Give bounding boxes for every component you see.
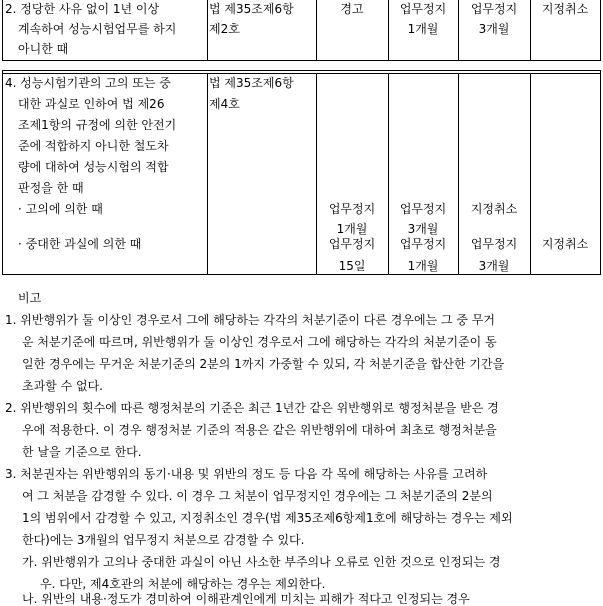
row2-second-penalty: 업무정지: [399, 2, 447, 16]
row4-law-ref: 제4호: [209, 97, 240, 111]
row4-neg-first-period: 15일: [338, 259, 366, 273]
row4-sub-intent: · 고의에 의한 때: [18, 202, 103, 216]
remarks-line: 여 그 처분을 감경할 수 있다. 이 경우 그 처분이 업무정지인 경우에는 그 처분기준의 2분의: [22, 489, 493, 503]
row2-content-line: 아니한 때: [18, 42, 69, 56]
remarks-line: 우. 다만, 제4호관의 처분에 해당하는 경우는 제외한다.: [40, 577, 326, 591]
remarks-line: 2. 위반행위의 횟수에 따른 행정처분의 기준은 최근 1년간 같은 위반행위로 행정처분을 받은 경: [5, 401, 499, 415]
remarks-line: 한다)에는 3개월의 업무정지 처분으로 감경할 수 있다.: [22, 533, 305, 547]
row4-intent-first: 업무정지: [328, 202, 376, 216]
row2-first-penalty: 경고: [340, 2, 364, 16]
row4-content-line: 대한 과실로 인하여 법 제26: [18, 97, 165, 111]
remarks-line: 가. 위반행위가 고의나 중대한 과실이 아닌 사소한 부주의나 오류로 인한 것으로 인정되는 경: [22, 555, 501, 569]
remarks-line: 1. 위반행위가 둘 이상인 경우로서 그에 해당하는 각각의 처분기준이 다른 경우에는 그 중 무거: [5, 313, 495, 327]
remarks-title: 비고: [18, 291, 42, 305]
row4-neg-second: 업무정지: [399, 237, 447, 251]
row4-neg-first: 업무정지: [328, 237, 376, 251]
row2-fourth-penalty: 지정취소: [541, 2, 589, 16]
row4-content-line: 조제1항의 규정에 의한 안전기: [18, 118, 177, 132]
remarks-line: 우에 적용한다. 이 경우 행정처분 기준의 적용은 같은 위반행위에 대하여 최초로 행정처분을: [22, 423, 497, 437]
row2-third-penalty-period: 3개월: [478, 22, 510, 36]
row2-law-ref: 제2호: [209, 22, 240, 36]
row4-content-line: 4. 성능시험기관의 고의 또는 중: [5, 76, 171, 90]
remarks-line: 초과할 수 없다.: [22, 379, 103, 393]
row4-neg-third-period: 3개월: [478, 259, 510, 273]
row2-second-penalty-period: 1개월: [407, 22, 439, 36]
remarks-line: 3. 처분권자는 위반행위의 동기·내용 및 위반의 정도 등 다음 각 목에 해당하는 사유를 고려하: [5, 467, 488, 481]
row2-content-line: 2. 정당한 사유 없이 1년 이상: [5, 2, 160, 16]
remarks-line: 나. 위반의 내용·정도가 경미하여 이해관계인에게 미치는 피해가 적다고 인정되는 경우: [22, 592, 470, 606]
row4-content-line: 준에 적합하지 아니한 철도차: [18, 139, 169, 153]
remarks-line: 1의 범위에서 감경할 수 있고, 지정취소인 경우(법 제35조제6항제1호에 해당하는 경우는 제외: [22, 511, 513, 525]
row4-content-line: 판정을 한 때: [18, 181, 84, 195]
remarks-line: 한 날을 기준으로 한다.: [22, 445, 142, 459]
remarks-line: 운 처분기준에 따르며, 위반행위가 둘 이상인 경우로서 그에 해당하는 각각의 처분기준이 동: [22, 335, 497, 349]
row4-neg-third: 업무정지: [470, 237, 518, 251]
row4-sub-negligence: · 중대한 과실에 의한 때: [18, 237, 142, 251]
row2-content-line: 계속하여 성능시험업무를 하지: [18, 22, 177, 36]
row2-third-penalty: 업무정지: [470, 2, 518, 16]
row4-neg-second-period: 1개월: [407, 259, 439, 273]
row4-content-line: 량에 대하여 성능시험의 적합: [18, 160, 169, 174]
row4-intent-second-period: 3개월: [407, 222, 439, 236]
row4-law-ref: 법 제35조제6항: [209, 76, 294, 90]
row2-law-ref: 법 제35조제6항: [209, 2, 294, 16]
row4-intent-first-period: 1개월: [336, 222, 368, 236]
remarks-line: 일한 경우에는 무거운 처분기준의 2분의 1까지 가중할 수 있되, 각 처분기준을 합산한 기간을: [22, 357, 505, 371]
row4-neg-fourth: 지정취소: [541, 237, 589, 251]
row4-intent-second: 업무정지: [399, 202, 447, 216]
row4-intent-third: 지정취소: [470, 202, 518, 216]
